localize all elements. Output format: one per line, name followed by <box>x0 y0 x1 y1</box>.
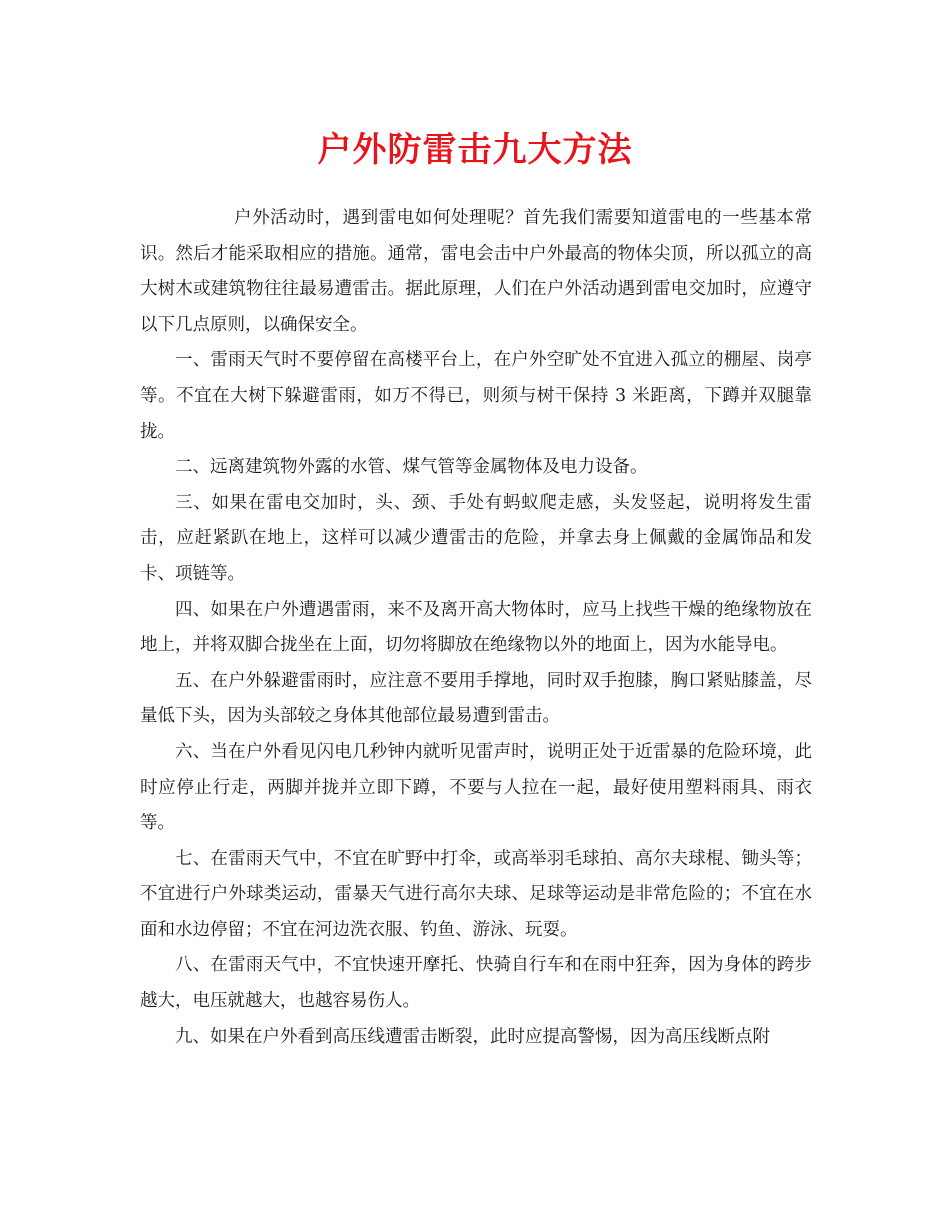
paragraph-rule-9: 九、如果在户外看到高压线遭雷击断裂，此时应提高警惕，因为高压线断点附 <box>175 1026 770 1047</box>
paragraph-intro: 户外活动时，遇到雷电如何处理呢？首先我们需要知道雷电的一些基本常识。然后才能采取相应的措施。通常，雷电会击中户外最高的物体尖顶，所以孤立的高大树木或建筑物往往最易遭雷击。据此原理，人们在户外活动遇到雷电交加时，应遵守以下几点原则，以确保安全。 <box>140 208 812 335</box>
paragraph-rule-8: 八、在雷雨天气中，不宜快速开摩托、快骑自行车和在雨中狂奔，因为身体的跨步越大，电压就越大，也越容易伤人。 <box>140 955 812 1012</box>
paragraph-rule-1: 一、雷雨天气时不要停留在高楼平台上，在户外空旷处不宜进入孤立的棚屋、岗亭等。不宜在大树下躲避雷雨，如万不得已，则须与树干保持 3 米距离，下蹲并双腿靠拢。 <box>140 350 812 442</box>
document-title: 户外防雷击九大方法 <box>317 130 633 170</box>
paragraph-rule-4: 四、如果在户外遭遇雷雨，来不及离开高大物体时，应马上找些干燥的绝缘物放在地上，并将双脚合拢坐在上面，切勿将脚放在绝缘物以外的地面上，因为水能导电。 <box>140 599 812 656</box>
paragraph-rule-6: 六、当在户外看见闪电几秒钟内就听见雷声时，说明正处于近雷暴的危险环境，此时应停止行走，两脚并拢并立即下蹲，不要与人拉在一起，最好使用塑料雨具、雨衣等。 <box>140 741 812 834</box>
paragraph-rule-2: 二、远离建筑物外露的水管、煤气管等金属物体及电力设备。 <box>175 457 648 478</box>
document-body <box>140 201 812 1055</box>
paragraph-rule-3: 三、如果在雷电交加时，头、颈、手处有蚂蚁爬走感，头发竖起，说明将发生雷击，应赶紧趴在地上，这样可以减少遭雷击的危险，并拿去身上佩戴的金属饰品和发卡、项链等。 <box>140 492 812 584</box>
paragraph-rule-5: 五、在户外躲避雷雨时，应注意不要用手撑地，同时双手抱膝，胸口紧贴膝盖，尽量低下头，因为头部较之身体其他部位最易遭到雷击。 <box>140 670 812 727</box>
paragraph-rule-7: 七、在雷雨天气中，不宜在旷野中打伞，或高举羽毛球拍、高尔夫球棍、锄头等；不宜进行户外球类运动，雷暴天气进行高尔夫球、足球等运动是非常危险的；不宜在水面和水边停留；不宜在河边洗衣服、钓鱼、游泳、玩耍。 <box>140 848 812 940</box>
